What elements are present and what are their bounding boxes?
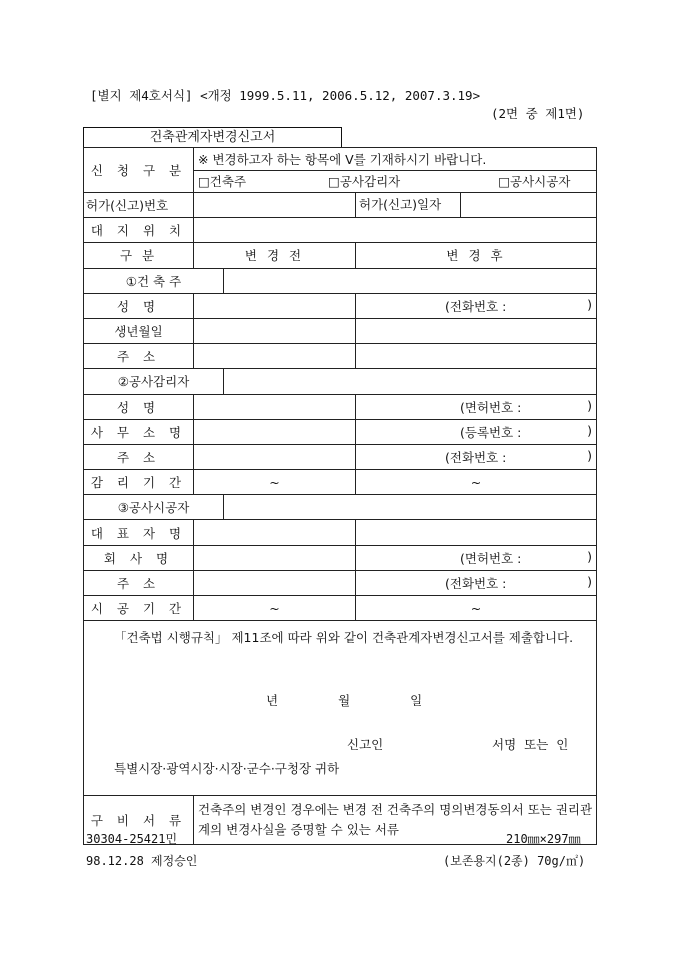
footer-approval: 98.12.28 제정승인 — [86, 854, 198, 868]
addressee: 특별시장·광역시장·시장·군수·구청장 귀하 — [114, 761, 340, 777]
application-options — [194, 170, 597, 193]
close-paren: ) — [587, 447, 593, 463]
permit-number-field[interactable] — [194, 193, 356, 218]
documents-label: 구 비 서 류 — [84, 796, 194, 845]
date-line — [266, 691, 422, 709]
reporter-label: 신고인 — [347, 737, 384, 753]
footer-paper: (보존용지(2종) 70g/㎡) — [443, 854, 586, 868]
supervisor-address-label: 주 소 — [84, 444, 194, 469]
contractor-address-after[interactable] — [356, 570, 597, 595]
contractor-rep-before[interactable] — [194, 520, 356, 545]
contractor-section-heading: ③공사시공자 — [84, 495, 224, 520]
contractor-company-after[interactable] — [356, 545, 597, 570]
supervisor-office-label: 사 무 소 명 — [84, 419, 194, 444]
checkbox-notice: ※ 변경하고자 하는 항목에 V를 기재하시기 바랍니다. — [194, 148, 597, 171]
application-category-label: 신 청 구 분 — [84, 148, 194, 193]
supervisor-office-before[interactable] — [194, 419, 356, 444]
contractor-rep-label: 대 표 자 명 — [84, 520, 194, 545]
contractor-phone-label: (전화번호 : — [445, 575, 507, 591]
report-form-table — [83, 147, 597, 845]
contractor-section-blank — [224, 495, 597, 520]
supervisor-address-before[interactable] — [194, 444, 356, 469]
supervisor-office-after[interactable] — [356, 419, 597, 444]
owner-birth-label: 생년월일 — [84, 318, 194, 343]
option-supervisor-checkbox[interactable]: □공사감리자 — [328, 174, 401, 190]
column-after: 변 경 후 — [356, 243, 597, 268]
owner-birth-after[interactable] — [356, 318, 597, 343]
construction-period-before[interactable]: ~ — [194, 596, 356, 621]
date-day: 일 — [410, 693, 423, 709]
owner-address-before[interactable] — [194, 344, 356, 369]
page-indicator: (2면 중 제1면) — [491, 106, 585, 121]
option-contractor-checkbox[interactable]: □공사시공자 — [498, 174, 571, 190]
close-paren: ) — [587, 422, 593, 438]
contractor-address-before[interactable] — [194, 570, 356, 595]
permit-date-cell — [356, 193, 597, 218]
close-paren: ) — [587, 296, 593, 312]
footer-code: 30304-25421민 — [86, 832, 178, 846]
option-owner-checkbox[interactable]: □건축주 — [198, 174, 247, 190]
owner-name-label: 성 명 — [84, 293, 194, 318]
date-year: 년 — [266, 693, 279, 709]
owner-section-blank — [224, 268, 597, 293]
permit-number-label: 허가(신고)번호 — [84, 193, 194, 218]
supervisor-section-blank — [224, 369, 597, 394]
owner-name-after[interactable] — [356, 293, 597, 318]
supervision-period-before[interactable]: ~ — [194, 470, 356, 495]
declaration-section — [84, 621, 597, 796]
construction-period-label: 시 공 기 간 — [84, 596, 194, 621]
site-location-field[interactable] — [194, 218, 597, 243]
owner-phone-label: (전화번호 : — [445, 298, 507, 314]
contractor-company-before[interactable] — [194, 545, 356, 570]
contractor-rep-after[interactable] — [356, 520, 597, 545]
supervisor-name-label: 성 명 — [84, 394, 194, 419]
owner-name-before[interactable] — [194, 293, 356, 318]
column-before: 변 경 전 — [194, 243, 356, 268]
supervisor-address-after[interactable] — [356, 444, 597, 469]
column-category: 구 분 — [84, 243, 194, 268]
documents-text: 건축주의 변경인 경우에는 변경 전 건축주의 명의변경동의서 또는 권리관계의 변경사실을 증명할 수 있는 서류 — [194, 796, 597, 845]
supervisor-license-label: (면허번호 : — [460, 399, 522, 415]
permit-date-label: 허가(신고)일자 — [356, 193, 461, 217]
owner-address-label: 주 소 — [84, 344, 194, 369]
supervisor-name-after[interactable] — [356, 394, 597, 419]
supervision-period-label: 감 리 기 간 — [84, 470, 194, 495]
close-paren: ) — [587, 548, 593, 564]
owner-birth-before[interactable] — [194, 318, 356, 343]
site-location-label: 대 지 위 치 — [84, 218, 194, 243]
contractor-company-label: 회 사 명 — [84, 545, 194, 570]
form-number: [별지 제4호서식] <개정 1999.5.11, 2006.5.12, 2007.3.19> — [90, 88, 481, 103]
footer-size: 210㎜×297㎜ — [506, 832, 581, 846]
form-title: 건축관계자변경신고서 — [83, 127, 342, 148]
supervisor-section-heading: ②공사감리자 — [84, 369, 224, 394]
close-paren: ) — [587, 397, 593, 413]
date-month: 월 — [338, 693, 351, 709]
construction-period-after[interactable]: ~ — [356, 596, 597, 621]
supervisor-phone-label: (전화번호 : — [445, 449, 507, 465]
supervisor-registration-label: (등록번호 : — [460, 424, 522, 440]
contractor-address-label: 주 소 — [84, 570, 194, 595]
declaration-text: 「건축법 시행규칙」 제11조에 따라 위와 같이 건축관계자변경신고서를 제출합니다. — [114, 630, 574, 646]
supervision-period-after[interactable]: ~ — [356, 470, 597, 495]
contractor-license-label: (면허번호 : — [460, 550, 522, 566]
supervisor-name-before[interactable] — [194, 394, 356, 419]
close-paren: ) — [587, 573, 593, 589]
signature-label: 서명 또는 인 — [492, 737, 569, 753]
owner-section-heading: ①건 축 주 — [84, 268, 224, 293]
owner-address-after[interactable] — [356, 344, 597, 369]
